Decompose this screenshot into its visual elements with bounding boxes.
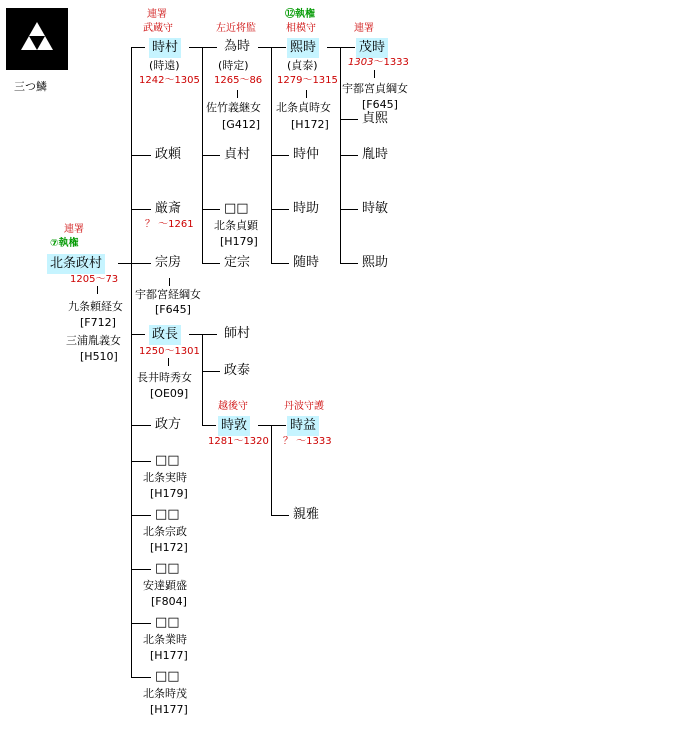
masanaga-wife: 長井時秀女 [137, 371, 192, 384]
shigetoki-dates: 1303〜1333 [348, 57, 409, 68]
daughter-5-spouse: 北条時茂 [143, 687, 187, 700]
person-tokimura: 時村 [149, 38, 181, 58]
person-tokiatsu: 時敦 [218, 416, 250, 436]
root-wife-1: 九条頼経女 [68, 300, 123, 313]
root-title-2: ⑦執権 [50, 238, 79, 249]
person-masakata: 政方 [155, 417, 182, 432]
person-masayori: 政頼 [155, 147, 182, 162]
mitsu-uroko-crest-icon [6, 8, 68, 70]
hirotoki-wife-code: [H172] [291, 118, 329, 131]
daughter-5-code: [H177] [150, 703, 188, 716]
person-shigetoki: 茂時 [356, 38, 388, 58]
person-tokitoshi: 時敏 [362, 201, 389, 216]
munefusa-wife: 宇都宮経綱女 [135, 288, 201, 301]
person-tokinaka: 時仲 [293, 147, 320, 162]
daughter-4-spouse: 北条業時 [143, 633, 187, 646]
tokimasu-title: 丹波守護 [284, 401, 324, 412]
hirotoki-title-1: ⑫執権 [285, 9, 315, 20]
person-hirotoki: 熙時 [287, 38, 319, 58]
hirotoki-title-2: 相模守 [286, 23, 316, 34]
tokiatsu-title: 越後守 [218, 401, 248, 412]
person-tametoki: 為時 [224, 39, 251, 54]
person-hirosuke: 熙助 [362, 255, 389, 270]
tokimura-title-2: 武蔵守 [143, 23, 173, 34]
gensai-dates: ？ 〜1261 [145, 219, 194, 230]
daughter-1: □□ [155, 453, 180, 468]
tokiatsu-dates: 1281〜1320 [208, 436, 269, 447]
hirotoki-wife: 北条貞時女 [276, 101, 331, 114]
daughter-3-spouse: 安達顕盛 [143, 579, 187, 592]
person-masanaga: 政長 [149, 325, 181, 345]
daughter-1-code: [H179] [150, 487, 188, 500]
person-munefusa: 宗房 [155, 255, 182, 270]
person-gensai: 厳斎 [155, 201, 182, 216]
tametoki-wife-code: [G412] [222, 118, 261, 131]
person-tokimasu: 時益 [287, 416, 319, 436]
crest-caption: 三つ鱗 [14, 80, 47, 93]
person-yukitoki: 随時 [293, 255, 320, 270]
tametoki-wife: 佐竹義継女 [206, 101, 261, 114]
tokimasu-dates: ？ 〜1333 [283, 436, 332, 447]
daughter-3-code: [F804] [151, 595, 187, 608]
daughter-2: □□ [155, 507, 180, 522]
root-wife-2: 三浦胤義女 [66, 334, 121, 347]
shigetoki-wife-code: [F645] [362, 98, 398, 111]
daughter-5: □□ [155, 669, 180, 684]
tokimura-title-1: 連署 [147, 9, 167, 20]
shigetoki-wife: 宇都宮貞綱女 [342, 82, 408, 95]
tametoki-title: 左近将監 [216, 23, 256, 34]
person-masayasu: 政泰 [224, 363, 251, 378]
root-wife-1-code: [F712] [80, 316, 116, 329]
masanaga-wife-code: [OE09] [150, 387, 189, 400]
root-dates: 1205〜73 [70, 274, 119, 285]
daughter-4-code: [H177] [150, 649, 188, 662]
daughter-3: □□ [155, 561, 180, 576]
tametoki-alt: (時定) [218, 59, 249, 72]
daughter-1-spouse: 北条実時 [143, 471, 187, 484]
daughter-2-code: [H172] [150, 541, 188, 554]
root-wife-2-code: [H510] [80, 350, 118, 363]
person-sadamune: 定宗 [224, 255, 251, 270]
daughter-4: □□ [155, 615, 180, 630]
tametoki-dates: 1265〜86 [214, 75, 263, 86]
masanaga-dates: 1250〜1301 [139, 346, 200, 357]
person-tokisuke: 時助 [293, 201, 320, 216]
hirotoki-alt: (貞泰) [287, 59, 318, 72]
person-masamura: 北条政村 [47, 254, 105, 274]
person-chikamasa: 親雅 [293, 507, 320, 522]
shigetoki-title: 連署 [354, 23, 374, 34]
daughter-2-spouse: 北条宗政 [143, 525, 187, 538]
root-title-1: 連署 [64, 224, 84, 235]
tokimura-daughter: □□ [224, 201, 249, 216]
person-sadahiro: 貞熙 [362, 111, 389, 126]
tokimura-daughter-code: [H179] [220, 235, 258, 248]
person-tanetoki: 胤時 [362, 147, 389, 162]
hirotoki-dates: 1279〜1315 [277, 75, 338, 86]
tokimura-alt: (時遠) [149, 59, 180, 72]
munefusa-wife-code: [F645] [155, 303, 191, 316]
tokimura-dates: 1242〜1305 [139, 75, 200, 86]
person-moromura: 師村 [224, 326, 251, 341]
person-sadamura: 貞村 [224, 147, 251, 162]
tokimura-daughter-spouse: 北条貞顕 [214, 219, 258, 232]
